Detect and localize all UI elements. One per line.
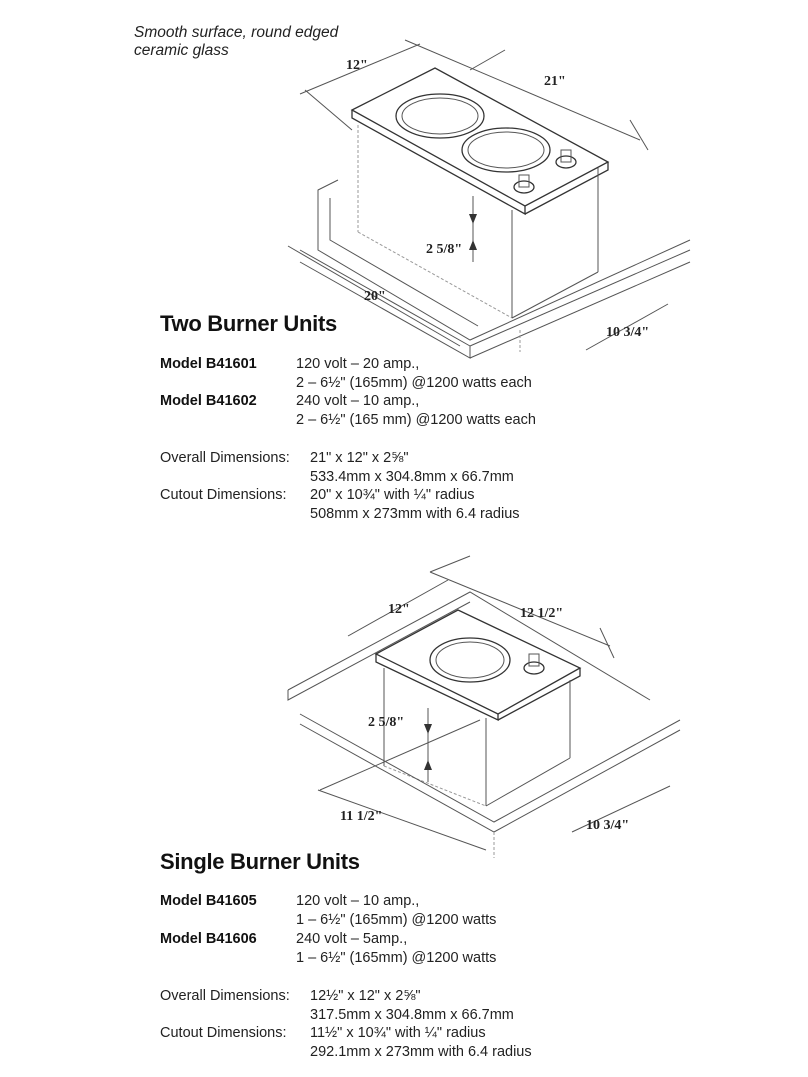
model-b41605-burners: 1 – 6½" (165mm) @1200 watts (296, 912, 497, 928)
two-burner-overall-label: Overall Dimensions: (160, 450, 290, 466)
single-burner-height-label: 2 5/8" (368, 715, 405, 730)
model-b41606-power: 240 volt – 5amp., (296, 931, 408, 947)
single-burner-overall-mm: 317.5mm x 304.8mm x 66.7mm (310, 1007, 514, 1023)
two-burner-cutout-inches: 20" x 10¾" with ¼" radius (310, 487, 475, 503)
single-burner-width-label: 12 1/2" (520, 606, 564, 621)
two-burner-width-label: 21" (544, 74, 566, 89)
single-burner-overall-label: Overall Dimensions: (160, 988, 290, 1004)
two-burner-height-label: 2 5/8" (426, 242, 463, 257)
single-burner-cutout-inches: 11½" x 10¾" with ¼" radius (310, 1025, 486, 1041)
two-burner-cutout-width-label: 20" (364, 289, 386, 304)
two-burner-cutout-depth-label: 10 3/4" (606, 325, 650, 340)
single-burner-heading: Single Burner Units (160, 849, 360, 874)
model-b41606-burners: 1 – 6½" (165mm) @1200 watts (296, 950, 497, 966)
single-burner-cutout-mm: 292.1mm x 273mm with 6.4 radius (310, 1044, 532, 1060)
two-burner-depth-label: 12" (346, 58, 368, 73)
single-burner-depth-label: 12" (388, 602, 410, 617)
material-note-line1: Smooth surface, round edged (134, 24, 339, 41)
single-burner-overall-inches: 12½" x 12" x 2⅝" (310, 988, 421, 1004)
two-burner-overall-mm: 533.4mm x 304.8mm x 66.7mm (310, 469, 514, 485)
model-b41602-burners: 2 – 6½" (165 mm) @1200 watts each (296, 412, 536, 428)
model-b41605-power: 120 volt – 10 amp., (296, 893, 420, 909)
model-b41605-name: Model B41605 (160, 893, 257, 909)
two-burner-cutout-mm: 508mm x 273mm with 6.4 radius (310, 506, 520, 522)
two-burner-cutout-label: Cutout Dimensions: (160, 487, 287, 503)
model-b41606-name: Model B41606 (160, 931, 257, 947)
single-burner-cutout-label: Cutout Dimensions: (160, 1025, 287, 1041)
model-b41602-name: Model B41602 (160, 393, 257, 409)
two-burner-heading: Two Burner Units (160, 311, 337, 336)
model-b41601-power: 120 volt – 20 amp., (296, 356, 420, 372)
material-note (134, 24, 338, 60)
material-note-line2: ceramic glass (134, 42, 229, 59)
model-b41602-power: 240 volt – 10 amp., (296, 393, 420, 409)
single-burner-cutout-width-label: 11 1/2" (340, 809, 383, 824)
single-burner-cutout-depth-label: 10 3/4" (586, 818, 630, 833)
model-b41601-burners: 2 – 6½" (165mm) @1200 watts each (296, 375, 532, 391)
two-burner-overall-inches: 21" x 12" x 2⅝" (310, 450, 409, 466)
model-b41601-name: Model B41601 (160, 356, 257, 372)
